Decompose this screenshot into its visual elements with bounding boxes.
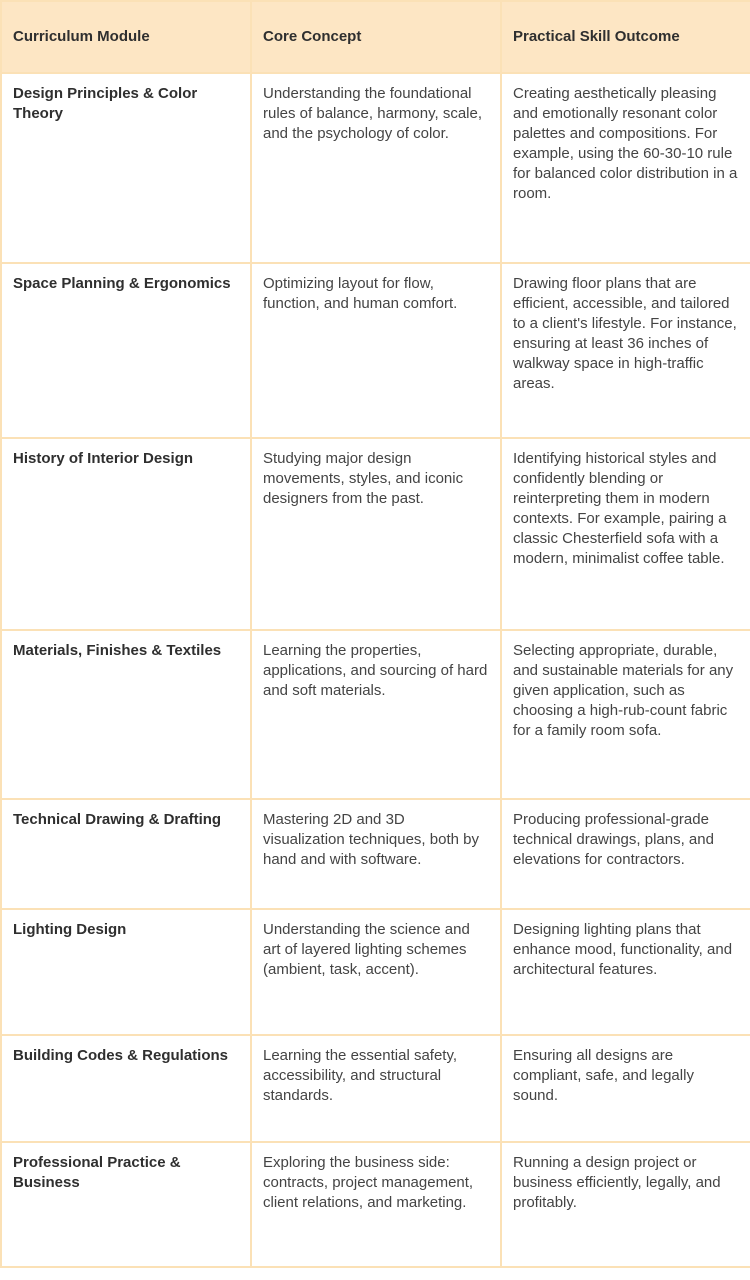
concept-cell: Optimizing layout for flow, function, and human comfort.: [251, 263, 501, 438]
table-row: [1, 799, 750, 909]
table-header: [1, 1, 750, 73]
module-cell: Lighting Design: [1, 909, 251, 1035]
table-row: [1, 1035, 750, 1142]
header-curriculum-module: Curriculum Module: [1, 1, 251, 73]
header-core-concept: Core Concept: [251, 1, 501, 73]
outcome-cell: Producing professional-grade technical drawings, plans, and elevations for contractors.: [501, 799, 750, 909]
concept-cell: Studying major design movements, styles, and iconic designers from the past.: [251, 438, 501, 630]
outcome-cell: Selecting appropriate, durable, and sustainable materials for any given application, such as choosing a high-rub-count fabric for a family room sofa.: [501, 630, 750, 799]
table-row: [1, 630, 750, 799]
concept-cell: Exploring the business side: contracts, project management, client relations, and marketing.: [251, 1142, 501, 1267]
concept-cell: Understanding the science and art of layered lighting schemes (ambient, task, accent).: [251, 909, 501, 1035]
outcome-cell: Creating aesthetically pleasing and emotionally resonant color palettes and compositions. For example, using the 60-30-10 rule for balanced color distribution in a room.: [501, 73, 750, 263]
header-practical-skill-outcome: Practical Skill Outcome: [501, 1, 750, 73]
table-row: [1, 1142, 750, 1267]
concept-cell: Learning the essential safety, accessibility, and structural standards.: [251, 1035, 501, 1142]
module-cell: History of Interior Design: [1, 438, 251, 630]
module-cell: Building Codes & Regulations: [1, 1035, 251, 1142]
outcome-cell: Drawing floor plans that are efficient, accessible, and tailored to a client's lifestyle. For instance, ensuring at least 36 inches of walkway space in high-traffic areas.: [501, 263, 750, 438]
module-cell: Space Planning & Ergonomics: [1, 263, 251, 438]
module-cell: Professional Practice & Business: [1, 1142, 251, 1267]
table-body: [1, 73, 750, 1267]
table-row: [1, 263, 750, 438]
header-row: [1, 1, 750, 73]
outcome-cell: Identifying historical styles and confidently blending or reinterpreting them in modern contexts. For example, pairing a classic Chesterfield sofa with a modern, minimalist coffee table.: [501, 438, 750, 630]
concept-cell: Learning the properties, applications, and sourcing of hard and soft materials.: [251, 630, 501, 799]
module-cell: Design Principles & Color Theory: [1, 73, 251, 263]
outcome-cell: Running a design project or business efficiently, legally, and profitably.: [501, 1142, 750, 1267]
table-row: [1, 909, 750, 1035]
table-row: [1, 438, 750, 630]
outcome-cell: Designing lighting plans that enhance mood, functionality, and architectural features.: [501, 909, 750, 1035]
module-cell: Technical Drawing & Drafting: [1, 799, 251, 909]
concept-cell: Mastering 2D and 3D visualization techniques, both by hand and with software.: [251, 799, 501, 909]
concept-cell: Understanding the foundational rules of balance, harmony, scale, and the psychology of color.: [251, 73, 501, 263]
outcome-cell: Ensuring all designs are compliant, safe, and legally sound.: [501, 1035, 750, 1142]
table-row: [1, 73, 750, 263]
module-cell: Materials, Finishes & Textiles: [1, 630, 251, 799]
